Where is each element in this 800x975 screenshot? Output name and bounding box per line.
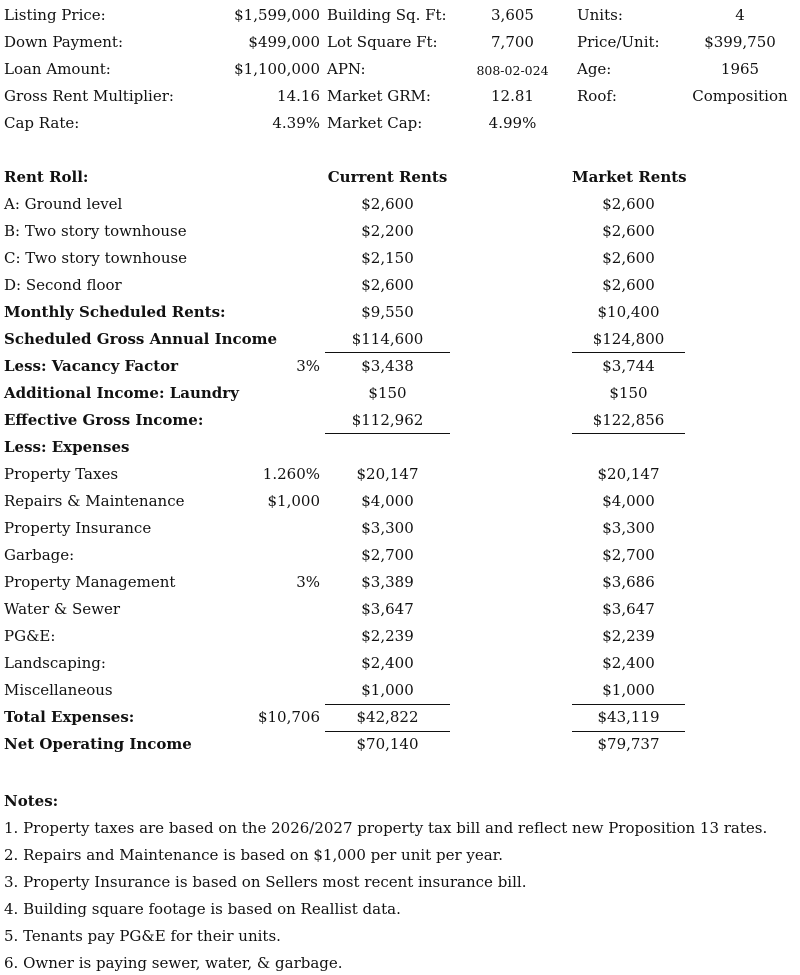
current-rent-value: $3,438 [361,357,414,375]
market-rent-value: $1,000 [602,681,655,699]
summary-label: Price/Unit: [577,33,660,51]
row-label: Total Expenses: [4,708,135,726]
row-label: Additional Income: Laundry [4,384,239,402]
market-rent-value: $4,000 [602,492,655,510]
market-rent-value: $122,856 [592,411,665,429]
row-label: A: Ground level [4,195,123,213]
market-rent-value: $2,400 [602,654,655,672]
note-item: 3. Property Insurance is based on Sellers most recent insurance bill. [4,873,527,891]
current-rent-value: $70,140 [356,735,419,753]
row-rate: $10,706 [257,708,320,726]
note-item: 2. Repairs and Maintenance is based on $1,000 per unit per year. [4,846,503,864]
current-rent-value: $2,150 [361,249,414,267]
row-rate: 1.260% [262,465,320,483]
current-rent-value: $2,600 [361,276,414,294]
current-rent-value: $2,400 [361,654,414,672]
summary-value: 3,605 [491,6,534,24]
row-label: Property Insurance [4,519,152,537]
market-rent-value: $2,600 [602,249,655,267]
summary-value: 1965 [720,60,760,78]
row-label: C: Two story townhouse [4,249,188,267]
current-rent-value: $112,962 [351,411,424,429]
summary-label: Down Payment: [4,33,124,51]
row-label: Landscaping: [4,654,106,672]
summary-value: 4.39% [272,114,320,132]
market-rent-value: $2,600 [602,276,655,294]
summary-label: Gross Rent Multiplier: [4,87,174,105]
row-label: Monthly Scheduled Rents: [4,303,226,321]
row-label: B: Two story townhouse [4,222,187,240]
market-rent-value: $10,400 [597,303,660,321]
current-rent-value: $3,300 [361,519,414,537]
summary-value: $1,599,000 [234,6,320,24]
market-rent-value: $2,700 [602,546,655,564]
row-label: Scheduled Gross Annual Income [4,330,278,348]
summary-value: $399,750 [704,33,776,51]
current-rent-value: $114,600 [351,330,424,348]
market-rent-value: $150 [609,384,648,402]
summary-value: 4 [735,6,745,24]
row-label: D: Second floor [4,276,122,294]
summary-label: Units: [577,6,623,24]
market-rent-value: $79,737 [597,735,660,753]
row-label: Repairs & Maintenance [4,492,185,510]
divider-line [572,704,685,705]
summary-value: Composition [692,87,788,105]
row-label: PG&E: [4,627,56,645]
current-rent-value: $150 [368,384,407,402]
notes-heading: Notes: [4,792,59,810]
row-label: Property Taxes [4,465,119,483]
current-rent-value: $2,600 [361,195,414,213]
divider-line [572,352,685,353]
market-rents-heading: Market Rents [572,168,687,186]
current-rent-value: $3,647 [361,600,414,618]
market-rent-value: $3,686 [602,573,655,591]
divider-line [325,352,450,353]
summary-value: 808-02-024 [476,63,549,78]
current-rent-value: $4,000 [361,492,414,510]
market-rent-value: $2,600 [602,195,655,213]
current-rent-value: $2,239 [361,627,414,645]
market-rent-value: $3,300 [602,519,655,537]
row-label: Garbage: [4,546,75,564]
divider-line [325,731,450,732]
row-label: Less: Vacancy Factor [4,357,179,375]
note-item: 4. Building square footage is based on Reallist data. [4,900,401,918]
summary-value: $1,100,000 [234,60,320,78]
row-label: Net Operating Income [4,735,192,753]
summary-label: Loan Amount: [4,60,111,78]
summary-value: 14.16 [277,87,320,105]
row-rate: 3% [296,573,320,591]
current-rent-value: $2,200 [361,222,414,240]
row-label: Less: Expenses [4,438,130,456]
summary-label: Market Cap: [327,114,423,132]
summary-label: Building Sq. Ft: [327,6,447,24]
summary-label: APN: [327,60,366,78]
current-rent-value: $20,147 [356,465,419,483]
row-label: Property Management [4,573,176,591]
note-item: 1. Property taxes are based on the 2026/2027 property tax bill and reflect new Proposition 13 rates. [4,819,768,837]
rent-roll-heading: Rent Roll: [4,168,89,186]
current-rent-value: $1,000 [361,681,414,699]
row-label: Effective Gross Income: [4,411,204,429]
summary-label: Roof: [577,87,617,105]
market-rent-value: $20,147 [597,465,660,483]
divider-line [325,433,450,434]
market-rent-value: $2,239 [602,627,655,645]
summary-value: 12.81 [491,87,534,105]
summary-value: 7,700 [491,33,534,51]
summary-label: Market GRM: [327,87,431,105]
row-label: Miscellaneous [4,681,113,699]
row-rate: 3% [296,357,320,375]
market-rent-value: $2,600 [602,222,655,240]
divider-line [325,704,450,705]
market-rent-value: $3,744 [602,357,655,375]
divider-line [572,731,685,732]
summary-label: Listing Price: [4,6,106,24]
summary-value: $499,000 [248,33,320,51]
divider-line [572,433,685,434]
current-rent-value: $42,822 [356,708,419,726]
current-rent-value: $3,389 [361,573,414,591]
note-item: 6. Owner is paying sewer, water, & garbage. [4,954,343,972]
current-rent-value: $2,700 [361,546,414,564]
summary-label: Age: [577,60,612,78]
market-rent-value: $43,119 [597,708,660,726]
market-rent-value: $3,647 [602,600,655,618]
row-label: Water & Sewer [4,600,121,618]
row-rate: $1,000 [267,492,320,510]
current-rents-heading: Current Rents [327,168,448,186]
summary-value: 4.99% [488,114,537,132]
summary-label: Lot Square Ft: [327,33,438,51]
current-rent-value: $9,550 [361,303,414,321]
summary-label: Cap Rate: [4,114,80,132]
market-rent-value: $124,800 [592,330,665,348]
note-item: 5. Tenants pay PG&E for their units. [4,927,281,945]
